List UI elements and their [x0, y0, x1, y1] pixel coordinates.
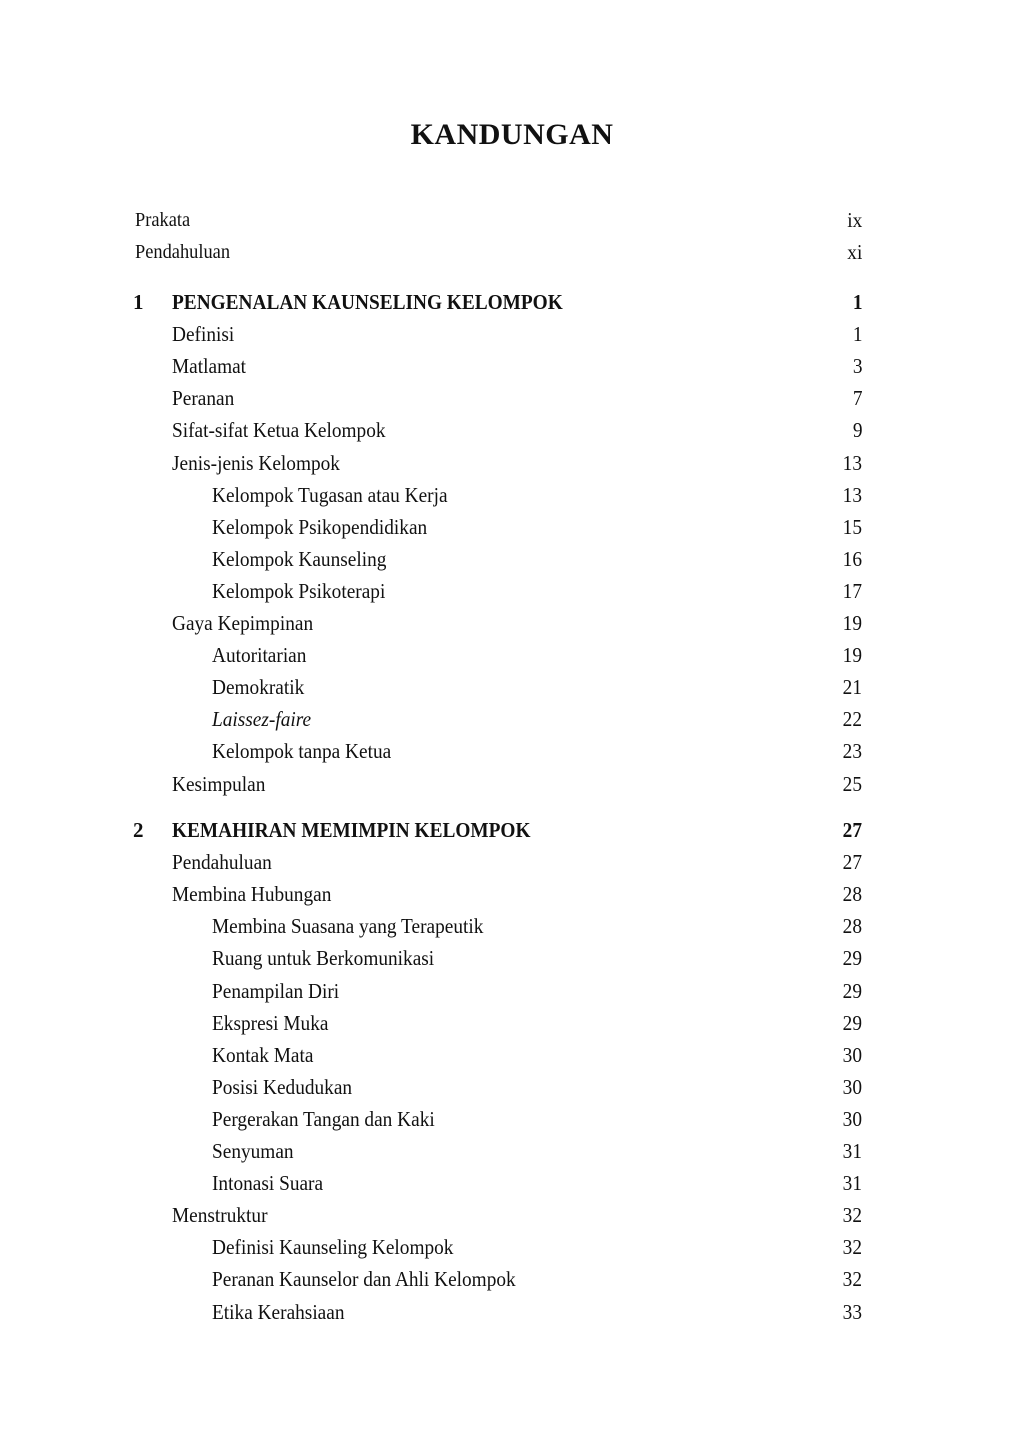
toc-subsection-entry[interactable]	[0, 1231, 1024, 1263]
toc-subsection-entry[interactable]	[0, 1167, 1024, 1199]
entry-page-number: 7	[852, 386, 862, 410]
entry-label: Autoritarian	[212, 643, 307, 667]
entry-label: Matlamat	[172, 354, 247, 378]
entry-page-number: 19	[842, 643, 862, 667]
toc-subsection-entry[interactable]	[0, 1135, 1024, 1167]
entry-page-number: 13	[842, 483, 862, 507]
entry-label: Jenis-jenis Kelompok	[172, 451, 340, 475]
chapter-number: 1	[133, 290, 144, 314]
toc-subsection-entry[interactable]	[0, 543, 1024, 575]
entry-page-number: 3	[852, 354, 862, 378]
entry-label: Pergerakan Tangan dan Kaki	[212, 1107, 435, 1131]
entry-label: Definisi	[172, 322, 235, 346]
toc-subsection-entry[interactable]	[0, 639, 1024, 671]
entry-label: Kelompok Tugasan atau Kerja	[212, 483, 448, 507]
entry-label: KEMAHIRAN MEMIMPIN KELOMPOK	[172, 818, 531, 842]
entry-label: Posisi Kedudukan	[212, 1075, 353, 1099]
entry-page-number: 19	[842, 611, 862, 635]
toc-section-entry[interactable]	[0, 1199, 1024, 1231]
entry-page-number: 29	[842, 946, 862, 970]
entry-label: Sifat-sifat Ketua Kelompok	[172, 418, 386, 442]
entry-page-number: 13	[842, 451, 862, 475]
toc-subsection-entry[interactable]	[0, 511, 1024, 543]
entry-page-number: 27	[842, 850, 862, 874]
toc-entry-front-matter[interactable]	[0, 204, 1024, 236]
toc-subsection-entry[interactable]	[0, 1071, 1024, 1103]
entry-label: Kontak Mata	[212, 1043, 314, 1067]
entry-page-number: 30	[842, 1107, 862, 1131]
entry-label: Kelompok Psikopendidikan	[212, 515, 428, 539]
toc-subsection-entry[interactable]	[0, 1007, 1024, 1039]
entry-page-number: 31	[842, 1139, 862, 1163]
entry-page-number: 16	[842, 547, 862, 571]
page-title: KANDUNGAN	[410, 118, 614, 151]
entry-label: Peranan	[172, 386, 235, 410]
toc-section-entry[interactable]	[0, 607, 1024, 639]
toc-section-entry[interactable]	[0, 878, 1024, 910]
entry-page-number: 29	[842, 1011, 862, 1035]
entry-page-number: 28	[842, 882, 862, 906]
toc-subsection-entry[interactable]	[0, 1296, 1024, 1328]
toc-section-entry[interactable]	[0, 350, 1024, 382]
entry-label: Ekspresi Muka	[212, 1011, 329, 1035]
entry-label: Definisi Kaunseling Kelompok	[212, 1235, 454, 1259]
toc-subsection-entry[interactable]	[0, 910, 1024, 942]
entry-page-number: 28	[842, 914, 862, 938]
entry-label: Penampilan Diri	[212, 979, 340, 1003]
entry-page-number: 17	[842, 579, 862, 603]
toc-chapter-heading[interactable]	[0, 286, 1024, 318]
entry-page-number: 22	[842, 707, 862, 731]
entry-label: Kesimpulan	[172, 772, 266, 796]
entry-page-number: 1	[852, 322, 862, 346]
entry-page-number: ix	[846, 208, 862, 232]
entry-page-number: 32	[842, 1267, 862, 1291]
entry-label: Intonasi Suara	[212, 1171, 324, 1195]
entry-label: Pendahuluan	[135, 241, 231, 263]
entry-label: Demokratik	[212, 675, 305, 699]
entry-page-number: 21	[842, 675, 862, 699]
toc-section-entry[interactable]	[0, 846, 1024, 878]
entry-label: Gaya Kepimpinan	[172, 611, 314, 635]
toc-subsection-entry[interactable]	[0, 479, 1024, 511]
entry-page-number: 25	[842, 772, 862, 796]
entry-label: Kelompok tanpa Ketua	[212, 739, 392, 763]
entry-label: Peranan Kaunselor dan Ahli Kelompok	[212, 1267, 516, 1291]
entry-page-number: 1	[852, 290, 862, 314]
toc-entry-front-matter[interactable]	[0, 236, 1024, 268]
toc-subsection-entry[interactable]	[0, 1263, 1024, 1295]
entry-label: Pendahuluan	[172, 850, 272, 874]
entry-page-number: 32	[842, 1235, 862, 1259]
entry-label: Membina Hubungan	[172, 882, 332, 906]
toc-section-entry[interactable]	[0, 414, 1024, 446]
toc-section-entry[interactable]	[0, 447, 1024, 479]
toc-subsection-entry[interactable]	[0, 703, 1024, 735]
toc-subsection-entry[interactable]	[0, 942, 1024, 974]
toc-subsection-entry[interactable]	[0, 975, 1024, 1007]
toc-subsection-entry[interactable]	[0, 1039, 1024, 1071]
toc-section-entry[interactable]	[0, 382, 1024, 414]
entry-page-number: xi	[846, 240, 862, 264]
toc-subsection-entry[interactable]	[0, 1103, 1024, 1135]
entry-page-number: 29	[842, 979, 862, 1003]
entry-label: Membina Suasana yang Terapeutik	[212, 914, 484, 938]
entry-label: Etika Kerahsiaan	[212, 1300, 345, 1324]
entry-page-number: 30	[842, 1043, 862, 1067]
entry-label: Prakata	[135, 209, 191, 231]
entry-label: PENGENALAN KAUNSELING KELOMPOK	[172, 290, 563, 314]
entry-page-number: 15	[842, 515, 862, 539]
entry-page-number: 9	[852, 418, 862, 442]
entry-page-number: 32	[842, 1203, 862, 1227]
toc-subsection-entry[interactable]	[0, 575, 1024, 607]
toc-chapter-heading[interactable]	[0, 814, 1024, 846]
toc-subsection-entry[interactable]	[0, 735, 1024, 767]
entry-label: Kelompok Kaunseling	[212, 547, 387, 571]
toc-section-entry[interactable]	[0, 768, 1024, 800]
entry-label: Senyuman	[212, 1139, 294, 1163]
entry-page-number: 31	[842, 1171, 862, 1195]
entry-label: Kelompok Psikoterapi	[212, 579, 386, 603]
chapter-number: 2	[133, 818, 144, 842]
entry-label: Menstruktur	[172, 1203, 268, 1227]
entry-page-number: 30	[842, 1075, 862, 1099]
toc-section-entry[interactable]	[0, 318, 1024, 350]
entry-page-number: 27	[842, 818, 862, 842]
entry-label: Ruang untuk Berkomunikasi	[212, 946, 435, 970]
toc-subsection-entry[interactable]	[0, 671, 1024, 703]
entry-label: Laissez-faire	[212, 707, 312, 731]
entry-page-number: 33	[842, 1300, 862, 1324]
entry-page-number: 23	[842, 739, 862, 763]
